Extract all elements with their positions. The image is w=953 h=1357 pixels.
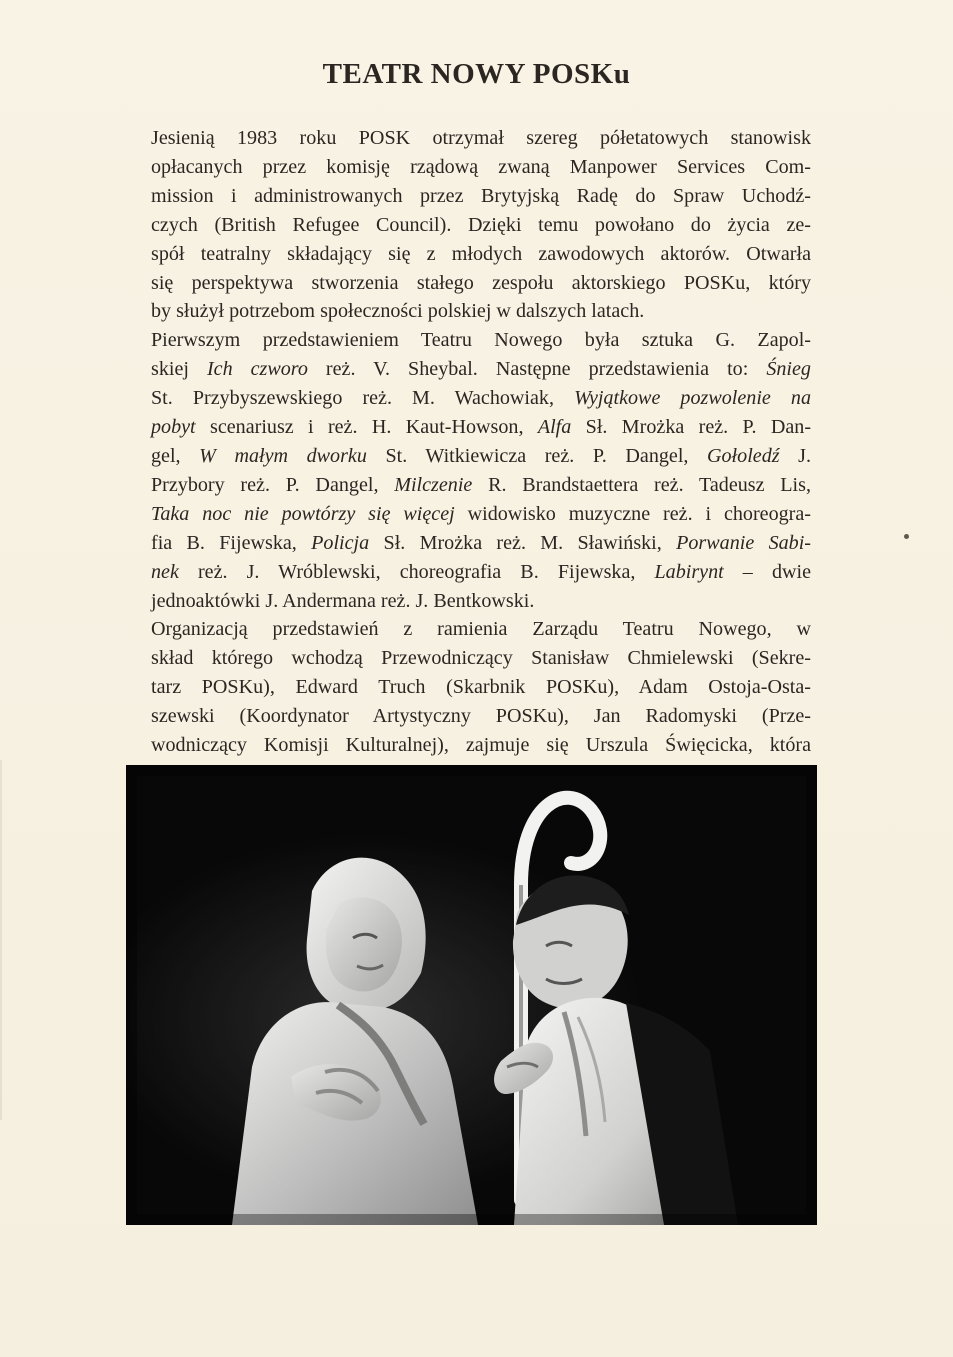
- text-run: jednoaktówki J. Andermana reż. J. Bentkowski.: [151, 589, 535, 612]
- text-line: [131, 500, 811, 529]
- text-line: Jesienią 1983 roku POSK otrzymał szereg półetatowych stanowisk: [151, 127, 811, 149]
- text-run: Taka noc nie powtórzy się więcej: [151, 502, 455, 525]
- article-body: [131, 124, 811, 789]
- paragraph-3: [131, 615, 811, 788]
- text-run: Śnieg: [766, 358, 811, 381]
- text-line: [131, 442, 811, 471]
- text-line: [131, 558, 811, 587]
- text-run: Pierwszym przedstawieniem Teatru Nowego była sztuka G. Zapol-: [151, 329, 811, 352]
- text-run: Porwanie Sabi-: [676, 531, 811, 554]
- text-run: Przybory reż. P. Dangel,: [151, 473, 395, 496]
- scan-dot: [904, 534, 909, 539]
- stage-photo-illustration: [126, 765, 817, 1225]
- paragraph-1: [131, 124, 811, 326]
- scan-shadow: [0, 760, 2, 1120]
- text-run: nek: [151, 560, 179, 583]
- text-line: opłacanych przez komisję rządową zwaną Manpower Services Com-: [151, 155, 811, 178]
- text-run: J.: [779, 444, 811, 467]
- text-run: reż. V. Sheybal. Następne przedstawienia to:: [307, 358, 767, 381]
- paragraph-2: [131, 326, 811, 615]
- theatre-photo: [126, 765, 817, 1225]
- text-line: spół teatralny składający się z młodych zawodowych aktorów. Otwarła: [151, 242, 811, 265]
- text-line: tarz POSKu), Edward Truch (Skarbnik POSKu), Adam Ostoja-Osta-: [151, 676, 811, 699]
- text-run: St. Przybyszewskiego reż. M. Wachowiak,: [151, 387, 575, 410]
- text-run: reż. J. Wróblewski, choreografia B. Fijewska,: [178, 560, 655, 583]
- text-run: W małym dworku: [199, 444, 367, 467]
- text-run: Policja: [311, 531, 370, 554]
- text-run: scenariusz i reż. H. Kaut-Howson,: [195, 416, 538, 439]
- text-run: – dwie: [723, 560, 811, 583]
- text-run: R. Brandstaettera reż. Tadeusz Lis,: [472, 473, 811, 496]
- text-line: [131, 529, 811, 558]
- text-line: czych (British Refugee Council). Dzięki temu powołano do życia ze-: [151, 213, 811, 236]
- text-run: Labirynt: [654, 560, 724, 583]
- text-run: Milczenie: [394, 473, 473, 496]
- text-run: skiej: [151, 358, 207, 381]
- text-run: St. Witkiewicza reż. P. Dangel,: [366, 444, 707, 467]
- text-line: skład którego wchodzą Przewodniczący Stanisław Chmielewski (Sekre-: [151, 647, 811, 670]
- text-line: wodniczący Komisji Kulturalnej), zajmuje się Urszula Święcicka, która: [151, 734, 811, 757]
- text-line: mission i administrowanych przez Brytyjską Radę do Spraw Uchodź-: [151, 184, 811, 207]
- text-run: Gołoledź: [707, 444, 780, 467]
- text-run: widowisko muzyczne reż. i choreogra-: [454, 502, 811, 525]
- text-line: szewski (Koordynator Artystyczny POSKu), Jan Radomyski (Prze-: [151, 705, 811, 728]
- text-line: [131, 355, 811, 384]
- text-run: gel,: [151, 444, 200, 467]
- text-run: Ich czworo: [206, 358, 308, 381]
- text-line: [131, 326, 811, 355]
- text-run: Sł. Mrożka reż. P. Dan-: [571, 416, 812, 439]
- text-line: się perspektywa stworzenia stałego zespołu aktorskiego POSKu, który: [151, 271, 811, 294]
- text-line: [131, 413, 811, 442]
- text-line: [131, 471, 811, 500]
- text-line: [131, 384, 811, 413]
- text-line: by służył potrzebom społeczności polskiej w dalszych latach.: [151, 300, 645, 323]
- text-run: fia B. Fijewska,: [151, 531, 312, 554]
- text-line: Organizacją przedstawień z ramienia Zarządu Teatru Nowego, w: [151, 618, 811, 641]
- text-run: Wyjątkowe pozwolenie na: [574, 387, 811, 410]
- page-title: TEATR NOWY POSKu: [322, 58, 631, 90]
- text-run: Sł. Mrożka reż. M. Sławiński,: [369, 531, 677, 554]
- text-run: Alfa: [537, 416, 572, 439]
- text-run: pobyt: [151, 416, 196, 439]
- text-line: [131, 587, 811, 616]
